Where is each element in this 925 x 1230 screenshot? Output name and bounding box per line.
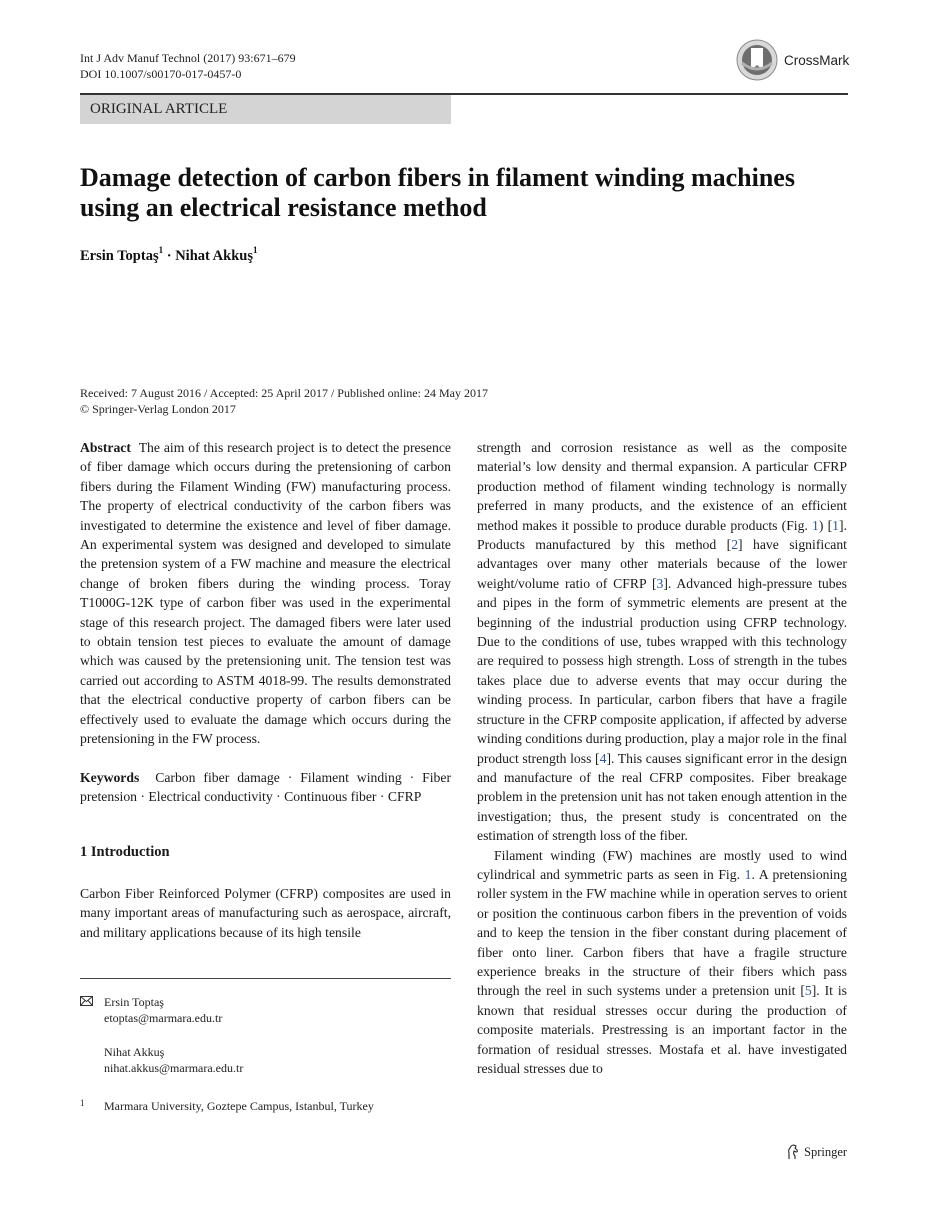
coauthor-name: Nihat Akkuş xyxy=(104,1045,165,1059)
author-name[interactable]: Nihat Akkuş xyxy=(175,247,253,264)
envelope-icon xyxy=(80,996,93,1006)
publisher-name: Springer xyxy=(804,1144,848,1159)
keywords-label: Keywords xyxy=(80,769,140,785)
history-dates: Received: 7 August 2016 / Accepted: 25 April 2017 / Published online: 24 May 2017 xyxy=(80,386,488,400)
crossmark-icon xyxy=(736,39,778,81)
citation-link[interactable]: 2 xyxy=(731,537,739,553)
publication-history xyxy=(80,386,488,417)
intro-paragraph-2: Filament winding (FW) machines are mostly used to wind cylindrical and symmetric parts as seen in Fig. 1. A pretensioning roller system in the FW machine while in operation serves to orient or position the continuous carbon fibers in the prevention of voids and to keep the tension in the fiber constant during placement of fiber onto liner. Carbon fibers that have a fragile structure experience breaks in the structure of their fibers which pass through the reel in such systems under a pretension unit [5]. It is known that residual stresses occur during the production of composite materials. Prestressing is an important factor in the formation of residual stresses. Mostafa et al. have investigated residual stresses due to xyxy=(477,847,847,1076)
figure-link[interactable]: 1 xyxy=(812,517,819,533)
coauthor-email[interactable]: nihat.akkus@marmara.edu.tr xyxy=(104,1061,244,1075)
article-title xyxy=(80,163,850,223)
right-column xyxy=(477,438,847,1078)
crossmark-label: CrossMark xyxy=(784,52,850,68)
intro-paragraph-start: Carbon Fiber Reinforced Polymer (CFRP) composites are used in many important areas of manufacturing such as aerospace, aircraft, and military applications because of its high tensile xyxy=(80,885,451,940)
section-heading: 1 Introduction xyxy=(80,844,170,861)
author-separator: · xyxy=(166,247,172,264)
citation-link[interactable]: 3 xyxy=(656,575,664,591)
doi[interactable]: DOI 10.1007/s00170-017-0457-0 xyxy=(80,67,242,81)
intro-paragraph-continued: strength and corrosion resistance as well as the composite material’s low density and thermal expansion. A particular CFRP production method of filament winding technology is normally preferred in many products, and the existence of an efficient method makes it possible to produce durable products (Fig. 1) [1]. Products manufactured by this method [2] have significant advantages over many other materials because of the lower weight/volume ratio of CFRP [3]. Advanced high-pressure tubes and pipes in the form of symmetric elements are present at the beginning of the industrial production using CFRP technology. Due to the conditions of use, tubes wrapped with this technology are required to possess high strength. Loss of strength in the tubes takes place due to adverse events that may occur during the winding process. In particular, carbon fibers that have a fragile structure in the CFRP composite application, if affected by adverse winding conditions during production, play a major role in the final product strength loss [4]. This causes significant error in the design and manufacture of the real CFRP composites. Fiber breakage problem in the pretension unit has not taken enough attention in the investigation; thus, the present study is concentrated on the estimation of strength loss of the fiber. xyxy=(477,440,847,844)
affiliation-marker: 1 xyxy=(252,245,258,255)
author-list xyxy=(80,246,257,265)
title-line-2: using an electrical resistance method xyxy=(80,193,487,222)
affiliation-marker: 1 xyxy=(158,245,164,255)
author-name[interactable]: Ersin Toptaş xyxy=(80,247,159,264)
abstract xyxy=(80,438,451,749)
affiliation-text: Marmara University, Goztepe Campus, Istanbul, Turkey xyxy=(104,1099,374,1113)
affiliation-number: 1 xyxy=(80,1098,85,1108)
article-type-banner: ORIGINAL ARTICLE xyxy=(80,95,451,124)
title-line-1: Damage detection of carbon fibers in filament winding machines xyxy=(80,163,795,192)
left-column xyxy=(80,438,451,942)
figure-link[interactable]: 1 xyxy=(744,866,752,882)
citation-link[interactable]: 4 xyxy=(599,750,607,766)
citation-link[interactable]: 1 xyxy=(832,517,840,533)
keywords-text: Carbon fiber damage · Filament winding · Fiber pretension · Electrical conductivity · Continuous fiber · CFRP xyxy=(80,769,452,804)
journal-citation: Int J Adv Manuf Technol (2017) 93:671–679 xyxy=(80,51,296,65)
keywords xyxy=(80,768,451,807)
abstract-label: Abstract xyxy=(80,440,131,455)
footnote-rule xyxy=(80,978,451,979)
citation-link[interactable]: 5 xyxy=(804,983,812,999)
publisher-logo xyxy=(786,1144,847,1160)
journal-header xyxy=(80,50,296,82)
corresponding-author-name: Ersin Toptaş xyxy=(104,995,164,1009)
crossmark-badge[interactable] xyxy=(736,38,876,82)
abstract-text: The aim of this research project is to detect the presence of fiber damage which occurs during the pretensioning of carbon fibers during the Filament Winding (FW) manufacturing process. The property of electrical conductivity of the carbon fibers was investigated to determine the existence and level of fiber damage. An experimental system was designed and developed to simulate the pretension system of a FW machine and measure the electrical change of broken fibers during the winding process. Toray T1000G-12K type of carbon fiber was used in the experimental stage of this research project. The damaged fibers were later used to obtain tension test pieces to evaluate the amount of damage which was caused by the pretensioning unit. The tension test was carried out according to ASTM 4018-99. The results demonstrated that the electrical conductive property of carbon fibers can be effectively used to evaluate the damage which occurs during the pretensioning in the FW process. xyxy=(80,440,452,747)
springer-horse-icon xyxy=(786,1144,800,1160)
corresponding-author-email[interactable]: etoptas@marmara.edu.tr xyxy=(104,1011,223,1025)
copyright: © Springer-Verlag London 2017 xyxy=(80,401,236,416)
